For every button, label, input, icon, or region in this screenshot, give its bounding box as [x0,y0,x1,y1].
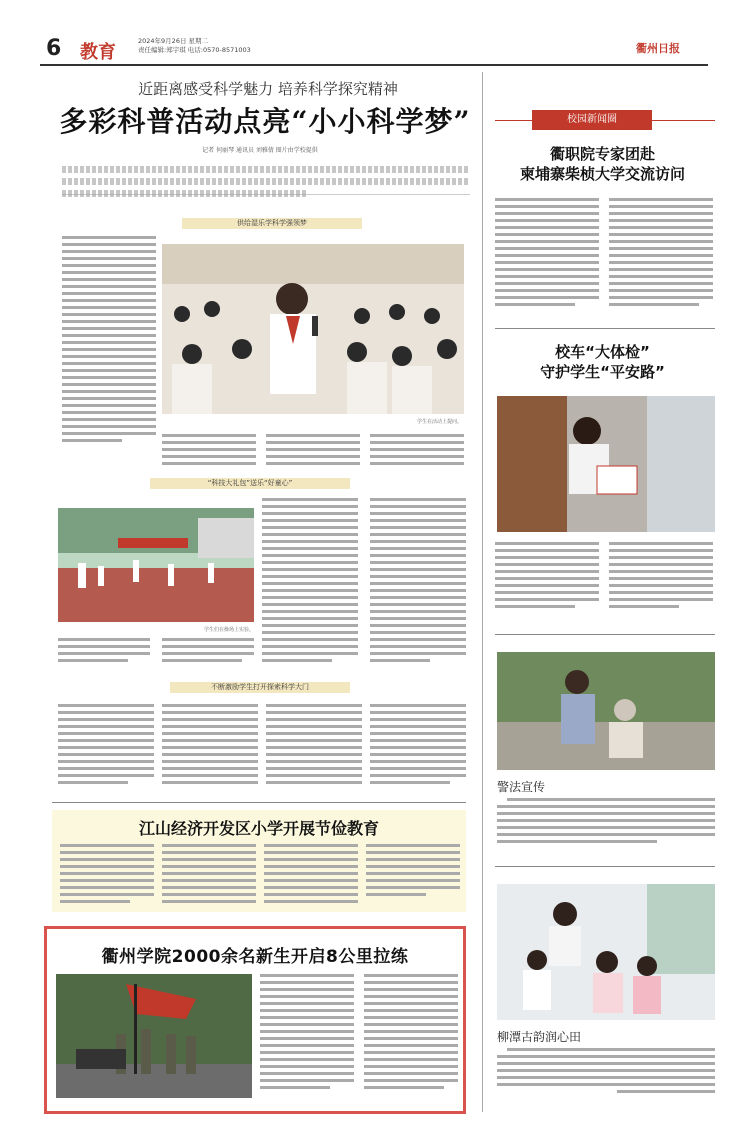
playground-illustration [58,508,254,622]
text-lines [497,1046,715,1102]
column-separator [482,72,483,1112]
main-text-col-2b [58,636,254,666]
right-headline-1: 衢职院专家团赴 柬埔寨柴桢大学交流访问 [519,145,685,183]
photo-children [497,884,715,1020]
page-number: 6 [46,36,62,61]
jiangshan-text [60,842,460,908]
photo-caption-1: 学生在活动上提问。 [416,419,462,425]
text-lines [62,234,156,444]
march-illustration [56,974,252,1098]
right-text-2 [495,540,713,618]
elderly-illustration [497,652,715,770]
main-byline: 记者 何丽琴 通讯员 刘雅倩 图片由学校提供 [202,147,318,154]
header-rule [40,64,708,66]
right-text-4 [497,1046,715,1102]
text-lines [60,842,460,908]
main-subhead: 近距离感受科学魅力 培养科学探究精神 [138,80,398,98]
photo-playground [58,508,254,622]
main-headline: 多彩科普活动点亮“小小科学梦” [59,105,471,138]
right-text-3 [497,796,715,856]
auditorium-illustration [162,244,464,414]
children-illustration [497,884,715,1020]
text-lines [262,496,466,676]
right-divider-3 [495,866,715,867]
text-lines [58,702,466,794]
section-band-2: “科技大礼包”送乐“好童心” [150,478,350,489]
main-text-row-2 [162,432,464,468]
main-text-col-3 [262,496,466,676]
date-line: 2024年9月26日 星期二 [138,37,209,45]
campus-news-tag: 校园新闻圈 [532,110,652,130]
text-lines [495,196,713,320]
text-lines [58,636,254,666]
main-text-bottom [58,702,466,794]
editor-line: 责任编辑:郑宇琪 电话:0570-8571003 [138,46,251,54]
right-divider-2 [495,634,715,635]
right-divider-1 [495,328,715,329]
quzhou-headline: 衢州学院2000余名新生开启8公里拉练 [101,947,409,967]
photo-caption-2: 学生们在操场上实验。 [203,627,254,633]
right-headline-2: 校车“大体检” 守护学生“平安路” [540,343,665,381]
main-lead-paragraph [62,162,470,195]
right-headline-4: 柳潭古韵润心田 [497,1030,582,1044]
text-lines [495,540,713,618]
photo-school-bus [497,396,715,532]
header-info [138,37,251,55]
photo-elderly [497,652,715,770]
main-text-col-1 [62,234,156,444]
bus-illustration [497,396,715,532]
quzhou-text [260,972,460,1102]
section-divider [52,802,466,803]
newspaper-logo: 衢州日报 [636,42,680,55]
section-band-1: 供给湿乐学科学强领梦 [182,218,362,229]
photo-march [56,974,252,1098]
section-band-3: 不断激励学生打开探索科学大门 [170,682,350,693]
jiangshan-headline: 江山经济开发区小学开展节俭教育 [138,819,379,838]
section-name: 教育 [80,42,116,63]
text-lines [162,432,464,468]
right-headline-3: 警法宣传 [497,780,546,794]
right-text-1 [495,196,713,320]
text-lines [497,796,715,856]
text-lines [260,972,460,1102]
photo-auditorium [162,244,464,414]
